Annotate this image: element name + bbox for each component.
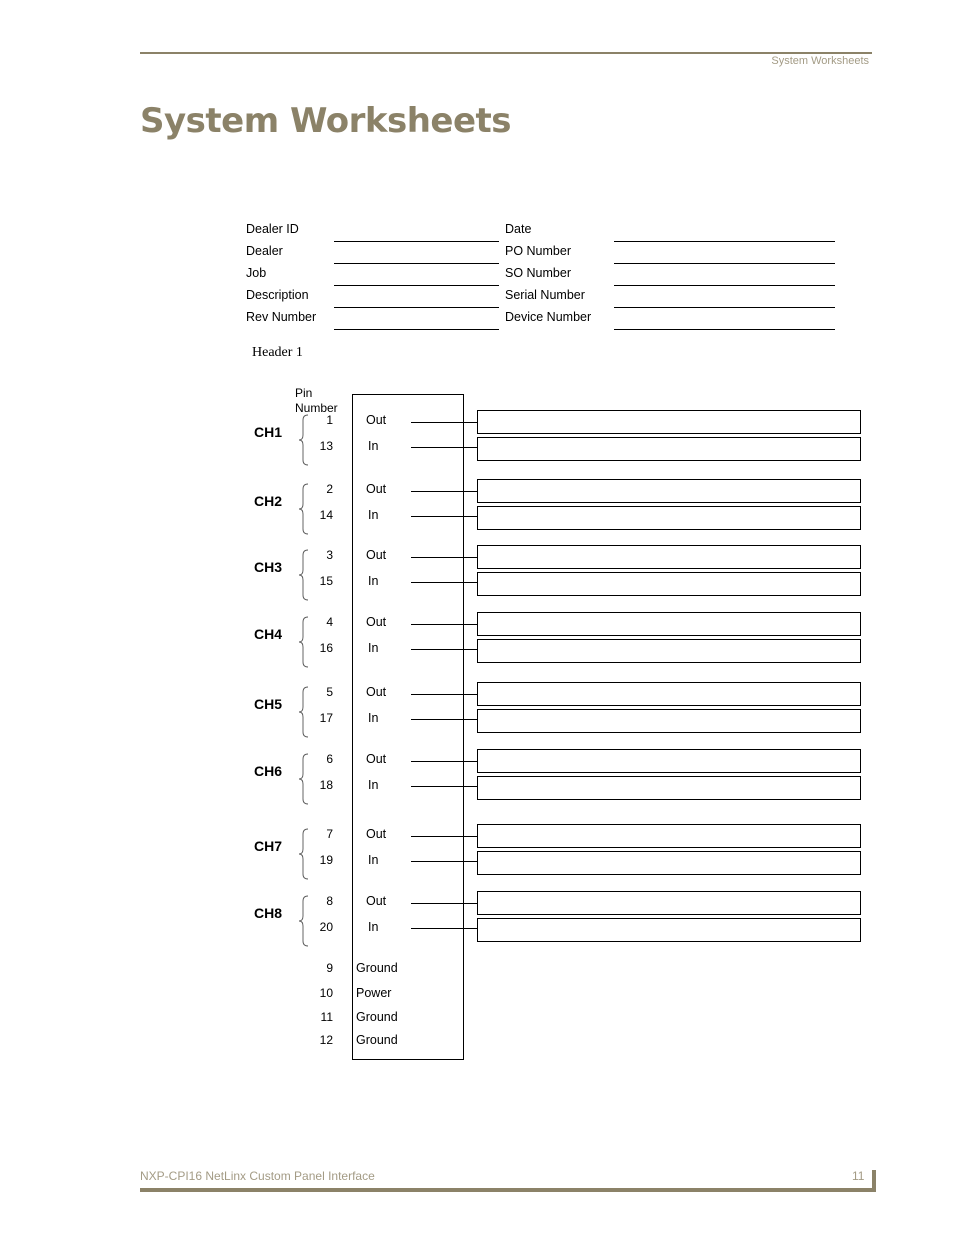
signal-label-in: In	[368, 574, 379, 588]
channel-label: CH7	[254, 838, 283, 854]
pin-number-out: 4	[326, 615, 333, 629]
pin-number-out: 3	[326, 548, 333, 562]
signal-entry-field-out[interactable]	[477, 410, 861, 434]
pin-number-in: 20	[319, 920, 333, 934]
lead-line-in	[411, 649, 477, 650]
form-entry-line-left[interactable]	[334, 285, 499, 286]
signal-label-in: In	[368, 853, 379, 867]
pin-number-in: 17	[319, 711, 333, 725]
lead-line-out	[411, 694, 477, 695]
signal-label-in: In	[368, 920, 379, 934]
header-rule	[140, 52, 872, 54]
channel-label: CH4	[254, 626, 283, 642]
lead-line-in	[411, 447, 477, 448]
signal-entry-field-in[interactable]	[477, 851, 861, 875]
signal-label-out: Out	[366, 548, 387, 562]
signal-label-in: In	[368, 641, 379, 655]
pin-number-out: 7	[326, 827, 333, 841]
lead-line-out	[411, 557, 477, 558]
signal-entry-field-in[interactable]	[477, 918, 861, 942]
page-number: 11	[852, 1169, 865, 1183]
lead-line-in	[411, 719, 477, 720]
pin-number-out: 1	[326, 413, 333, 427]
signal-label-out: Out	[366, 413, 387, 427]
signal-entry-field-out[interactable]	[477, 479, 861, 503]
signal-entry-field-in[interactable]	[477, 709, 861, 733]
form-label-left: Job	[246, 266, 267, 280]
signal-entry-field-in[interactable]	[477, 572, 861, 596]
signal-entry-field-out[interactable]	[477, 682, 861, 706]
pin-number-extra: 10	[319, 986, 333, 1000]
channel-label: CH2	[254, 493, 283, 509]
lead-line-in	[411, 861, 477, 862]
form-entry-line-right[interactable]	[614, 285, 835, 286]
signal-label-in: In	[368, 711, 379, 725]
lead-line-out	[411, 761, 477, 762]
lead-line-out	[411, 903, 477, 904]
channel-label: CH3	[254, 559, 283, 575]
signal-label-extra: Power	[356, 986, 392, 1000]
signal-label-in: In	[368, 778, 379, 792]
channel-label: CH8	[254, 905, 283, 921]
form-entry-line-right[interactable]	[614, 307, 835, 308]
lead-line-in	[411, 582, 477, 583]
pin-number-extra: 12	[319, 1033, 333, 1047]
signal-entry-field-in[interactable]	[477, 506, 861, 530]
form-label-right: SO Number	[505, 266, 571, 280]
lead-line-out	[411, 836, 477, 837]
signal-label-out: Out	[366, 752, 387, 766]
form-label-left: Rev Number	[246, 310, 317, 324]
pin-number-out: 2	[326, 482, 333, 496]
footer-rule	[140, 1188, 876, 1192]
signal-label-extra: Ground	[356, 961, 398, 975]
pin-number-in: 14	[319, 508, 333, 522]
signal-entry-field-out[interactable]	[477, 749, 861, 773]
pin-number-out: 8	[326, 894, 333, 908]
signal-entry-field-out[interactable]	[477, 824, 861, 848]
form-entry-line-right[interactable]	[614, 263, 835, 264]
channel-label: CH5	[254, 696, 283, 712]
form-entry-line-left[interactable]	[334, 307, 499, 308]
form-entry-line-right[interactable]	[614, 329, 835, 330]
lead-line-in	[411, 516, 477, 517]
form-label-left: Dealer	[246, 244, 283, 258]
page-title: System Worksheets	[140, 101, 512, 141]
pin-number-extra: 9	[326, 961, 333, 975]
lead-line-out	[411, 422, 477, 423]
signal-label-out: Out	[366, 615, 387, 629]
form-entry-line-left[interactable]	[334, 241, 499, 242]
pin-number-extra: 11	[320, 1010, 333, 1024]
pin-number-in: 16	[319, 641, 333, 655]
lead-line-in	[411, 786, 477, 787]
pin-number-in: 13	[319, 439, 333, 453]
signal-label-out: Out	[366, 685, 387, 699]
signal-entry-field-in[interactable]	[477, 639, 861, 663]
form-label-right: Date	[505, 222, 532, 236]
lead-line-out	[411, 624, 477, 625]
signal-label-in: In	[368, 439, 379, 453]
footer-product: NXP-CPI16 NetLinx Custom Panel Interface	[140, 1169, 375, 1183]
signal-label-extra: Ground	[356, 1033, 398, 1047]
pin-number-in: 18	[319, 778, 333, 792]
pin-number-out: 5	[326, 685, 333, 699]
signal-entry-field-out[interactable]	[477, 612, 861, 636]
pin-number-heading: Pin Number	[295, 386, 338, 415]
form-label-right: Serial Number	[505, 288, 585, 302]
running-header: System Worksheets	[771, 55, 869, 67]
header-label: Header 1	[252, 345, 303, 360]
form-label-right: PO Number	[505, 244, 571, 258]
signal-entry-field-out[interactable]	[477, 545, 861, 569]
signal-label-extra: Ground	[356, 1010, 398, 1024]
form-entry-line-left[interactable]	[334, 329, 499, 330]
form-label-right: Device Number	[505, 310, 592, 324]
signal-label-in: In	[368, 508, 379, 522]
pin-number-out: 6	[326, 752, 333, 766]
signal-entry-field-out[interactable]	[477, 891, 861, 915]
form-label-left: Description	[246, 288, 309, 302]
form-label-left: Dealer ID	[246, 222, 299, 236]
form-entry-line-right[interactable]	[614, 241, 835, 242]
pin-number-in: 15	[319, 574, 333, 588]
signal-label-out: Out	[366, 482, 387, 496]
lead-line-in	[411, 928, 477, 929]
lead-line-out	[411, 491, 477, 492]
signal-label-out: Out	[366, 827, 387, 841]
signal-entry-field-in[interactable]	[477, 437, 861, 461]
channel-label: CH6	[254, 763, 283, 779]
pin-number-in: 19	[319, 853, 333, 867]
signal-label-out: Out	[366, 894, 387, 908]
signal-entry-field-in[interactable]	[477, 776, 861, 800]
channel-label: CH1	[254, 424, 283, 440]
form-entry-line-left[interactable]	[334, 263, 499, 264]
